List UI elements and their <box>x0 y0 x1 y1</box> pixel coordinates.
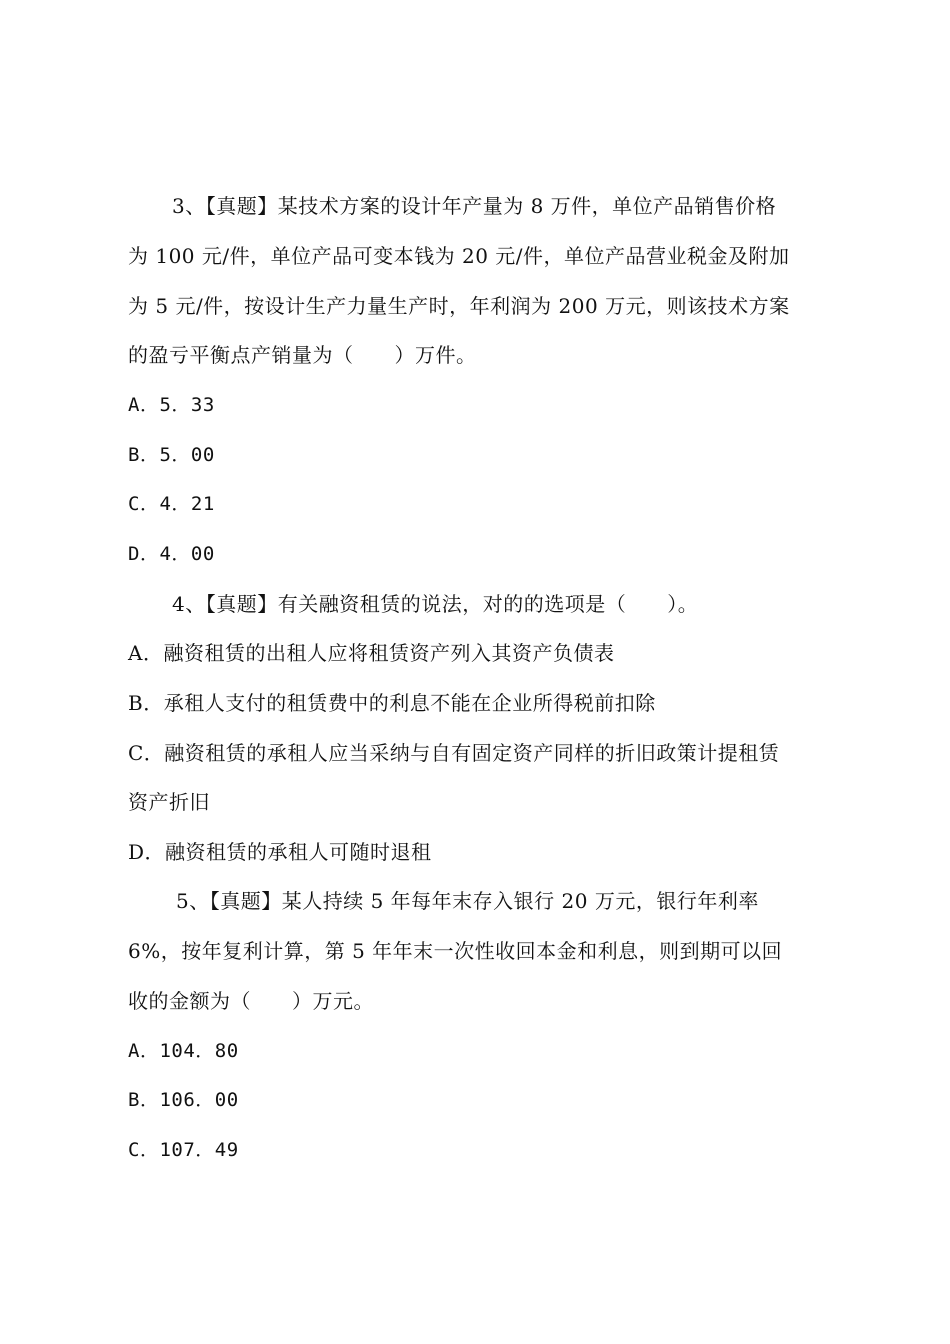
q3-stem-line-4: 的盈亏平衡点产销量为（ ）万件。 <box>128 343 477 367</box>
q5-option-a: A．104．80 <box>128 1040 239 1062</box>
q3-stem-line-1: 3、【真题】某技术方案的设计年产量为 8 万件，单位产品销售价格 <box>172 194 777 218</box>
q4-option-a: A．融资租赁的出租人应将租赁资产列入其资产负债表 <box>128 641 615 665</box>
q4-option-d: D．融资租赁的承租人可随时退租 <box>128 840 432 864</box>
q5-stem-line-2: 6%，按年复利计算，第 5 年年末一次性收回本金和利息，则到期可以回 <box>128 939 783 963</box>
q3-option-d: D．4．00 <box>128 543 215 565</box>
q4-stem: 4、【真题】有关融资租赁的说法，对的的选项是（ ）。 <box>172 592 699 616</box>
q5-option-c: C．107．49 <box>128 1139 239 1161</box>
q5-stem-line-1: 5、【真题】某人持续 5 年每年末存入银行 20 万元，银行年利率 <box>176 889 759 913</box>
q4-option-b: B．承租人支付的租赁费中的利息不能在企业所得税前扣除 <box>128 691 656 715</box>
q5-option-b: B．106．00 <box>128 1089 239 1111</box>
q4-option-c-cont: 资产折旧 <box>128 790 210 814</box>
q3-option-c: C．4．21 <box>128 493 215 515</box>
q3-option-b: B．5．00 <box>128 444 215 466</box>
q3-stem-line-2: 为 100 元/件，单位产品可变本钱为 20 元/件，单位产品营业税金及附加 <box>128 244 790 268</box>
q5-stem-line-3: 收的金额为（ ）万元。 <box>128 989 374 1013</box>
q3-option-a: A．5．33 <box>128 394 215 416</box>
q3-stem-line-3: 为 5 元/件，按设计生产力量生产时，年利润为 200 万元，则该技术方案 <box>128 294 790 318</box>
q4-option-c: C．融资租赁的承租人应当采纳与自有固定资产同样的折旧政策计提租赁 <box>128 741 780 765</box>
